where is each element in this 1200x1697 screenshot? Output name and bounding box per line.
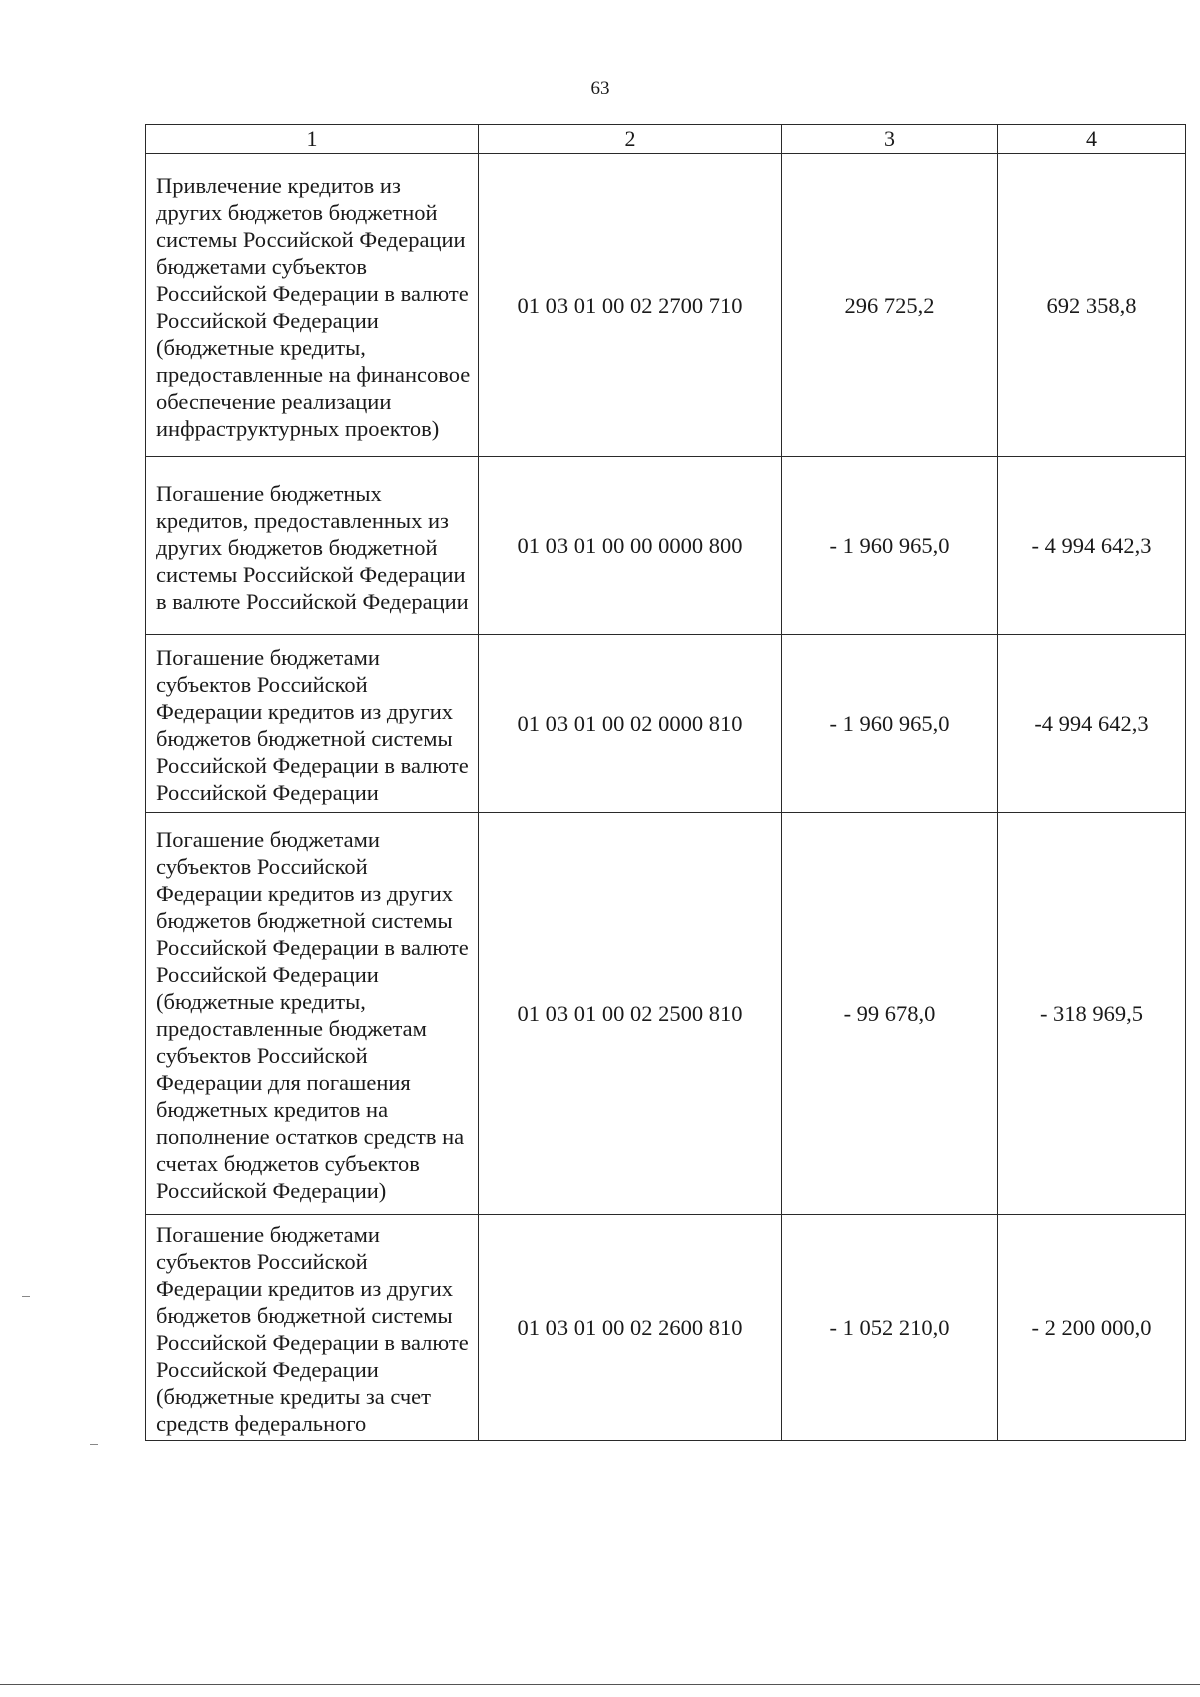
- budget-sources-table: [145, 124, 1186, 1441]
- row-value-col3: - 1 960 965,0: [782, 635, 998, 813]
- row-value-col4: 692 358,8: [998, 154, 1186, 457]
- row-code: 01 03 01 00 02 2600 810: [479, 1215, 782, 1441]
- row-description: Погашение бюджетами субъектов Российской Федерации кредитов из других бюджетов бюджетной системы Российской Федерации в валюте Российской Федерации: [146, 635, 479, 813]
- table-header-row: [146, 125, 1186, 154]
- table-row: [146, 457, 1186, 635]
- table-row: [146, 1215, 1186, 1441]
- row-value-col4: -4 994 642,3: [998, 635, 1186, 813]
- table-row: [146, 813, 1186, 1215]
- row-value-col3: 296 725,2: [782, 154, 998, 457]
- row-value-col3: - 99 678,0: [782, 813, 998, 1215]
- row-description: Привлечение кредитов из других бюджетов бюджетной системы Российской Федерации бюджетами субъектов Российской Федерации в валюте Российской Федерации (бюджетные кредиты, предоставленные на финансовое обеспечение реализации инфраструктурных проектов): [146, 154, 479, 457]
- column-header-3: 3: [782, 125, 998, 154]
- row-value-col4: - 318 969,5: [998, 813, 1186, 1215]
- row-description: Погашение бюджетных кредитов, предоставленных из других бюджетов бюджетной системы Российской Федерации в валюте Российской Федерации: [146, 457, 479, 635]
- row-value-col3: - 1 052 210,0: [782, 1215, 998, 1441]
- column-header-4: 4: [998, 125, 1186, 154]
- row-value-col3: - 1 960 965,0: [782, 457, 998, 635]
- column-header-1: 1: [146, 125, 479, 154]
- row-code: 01 03 01 00 02 2500 810: [479, 813, 782, 1215]
- table-row: [146, 154, 1186, 457]
- row-value-col4: - 4 994 642,3: [998, 457, 1186, 635]
- row-value-col4: - 2 200 000,0: [998, 1215, 1186, 1441]
- row-code: 01 03 01 00 02 2700 710: [479, 154, 782, 457]
- row-code: 01 03 01 00 00 0000 800: [479, 457, 782, 635]
- page-number: 63: [590, 78, 610, 99]
- row-description: Погашение бюджетами субъектов Российской Федерации кредитов из других бюджетов бюджетной системы Российской Федерации в валюте Российской Федерации (бюджетные кредиты за счет средств федерального: [146, 1215, 479, 1441]
- scan-speck: [90, 1444, 98, 1445]
- scan-speck: [22, 1296, 30, 1297]
- row-description: Погашение бюджетами субъектов Российской Федерации кредитов из других бюджетов бюджетной системы Российской Федерации в валюте Российской Федерации (бюджетные кредиты, предоставленные бюджетам субъектов Российской Федерации для погашения бюджетных кредитов на пополнение остатков средств на счетах бюджетов субъектов Российской Федерации): [146, 813, 479, 1215]
- page-bottom-rule: [0, 1684, 1200, 1685]
- table-row: [146, 635, 1186, 813]
- column-header-2: 2: [479, 125, 782, 154]
- row-code: 01 03 01 00 02 0000 810: [479, 635, 782, 813]
